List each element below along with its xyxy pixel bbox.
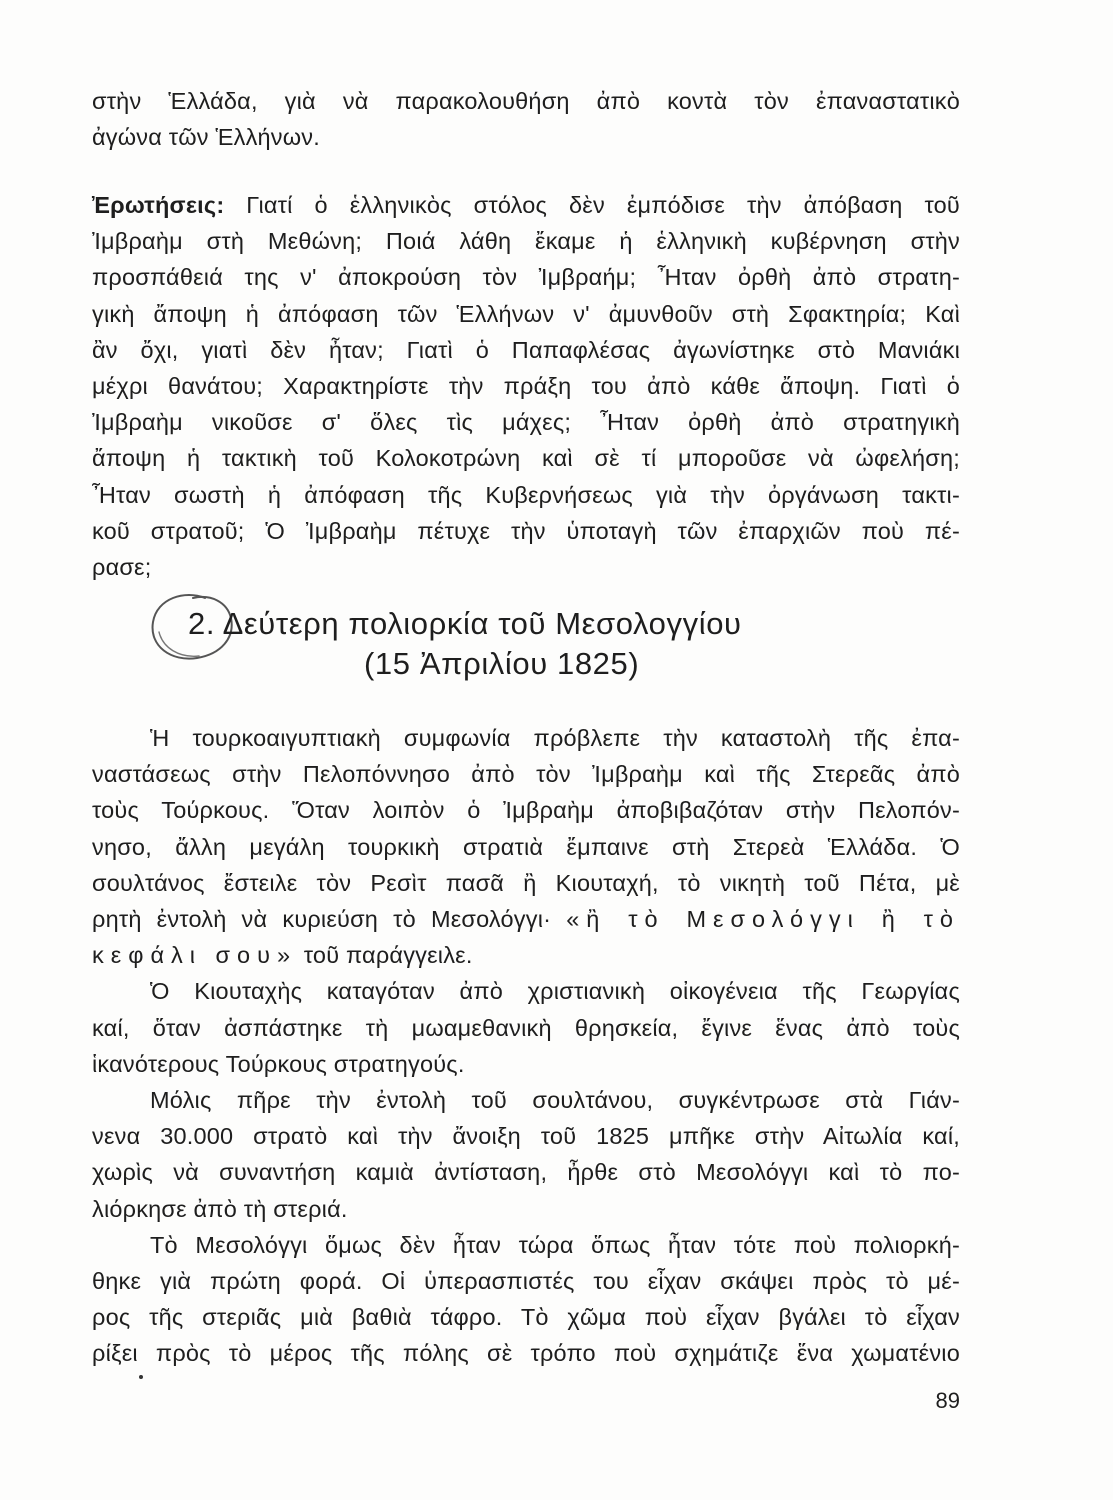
section-title: Δεύτερη πολιορκία τοῦ Μεσολογγίου	[222, 606, 742, 641]
questions-line: Ἰμβραὴμ νικοῦσε σ' ὅλες τὶς μάχες; Ἦταν ὀρθὴ ἀπὸ στρατηγικὴ	[92, 409, 960, 436]
body-line-quote-start	[92, 901, 960, 937]
body-line: νησο, ἄλλη μεγάλη τουρκικὴ στρατιὰ ἔμπαινε στὴ Στερεὰ Ἑλλάδα. Ὁ	[92, 833, 960, 860]
questions-line: γικὴ ἄποψη ἡ ἀπόφαση τῶν Ἑλλήνων ν' ἀμυνθοῦν στὴ Σφακτηρία; Καὶ	[92, 300, 960, 327]
questions-paragraph	[92, 187, 960, 585]
section-heading	[188, 604, 908, 684]
body-line: ἱκανότερους Τούρκους στρατηγούς.	[92, 1050, 465, 1077]
intro-paragraph	[92, 83, 960, 155]
intro-line-1: στὴν Ἑλλάδα, γιὰ νὰ παρακολουθήση ἀπὸ κοντὰ τὸν ἐπαναστατικὸ	[92, 88, 960, 114]
questions-line: Ἦταν σωστὴ ἡ ἀπόφαση τῆς Κυβερνήσεως γιὰ τὴν ὀργάνωση τακτι-	[92, 481, 960, 508]
quote-text: κεφάλι σου»	[92, 942, 298, 969]
section-heading-line-1	[188, 604, 908, 644]
body-line-text: ρητὴ ἐντολὴ νὰ κυριεύση τὸ Μεσολόγγι·	[92, 906, 567, 933]
body-line: σουλτάνος ἔστειλε τὸν Ρεσὶτ πασᾶ ἢ Κιουταχή, τὸ νικητὴ τοῦ Πέτα, μὲ	[92, 869, 960, 896]
questions-line-1	[92, 187, 960, 223]
questions-line: ἄποψη ἡ τακτικὴ τοῦ Κολοκοτρώνη καὶ σὲ τί μποροῦσε νὰ ὠφελήση;	[92, 445, 960, 472]
ink-dot-mark	[139, 1375, 143, 1379]
questions-line: ἂν ὄχι, γιατὶ δὲν ἦταν; Γιατὶ ὁ Παπαφλέσας ἀγωνίστηκε στὸ Μανιάκι	[92, 336, 960, 363]
body-line: Μόλις πῆρε τὴν ἐντολὴ τοῦ σουλτάνου, συγκέντρωσε στὰ Γιάν-	[150, 1087, 960, 1114]
section-date: (15 Ἀπριλίου 1825)	[364, 646, 640, 681]
body-text	[92, 720, 960, 1372]
body-line: λιόρκησε ἀπὸ τὴ στεριά.	[92, 1195, 348, 1222]
section-number: 2.	[188, 606, 216, 641]
questions-last-line: ρασε;	[92, 554, 152, 581]
body-line: χωρὶς νὰ συναντήση καμιὰ ἀντίσταση, ἦρθε στὸ Μεσολόγγι καὶ τὸ πο-	[92, 1159, 960, 1186]
intro-line-2: ἀγώνα τῶν Ἑλλήνων.	[92, 124, 320, 151]
body-line: τοὺς Τούρκους. Ὅταν λοιπὸν ὁ Ἰμβραὴμ ἀποβιβαζόταν στὴν Πελοπόν-	[92, 797, 960, 824]
body-line: καί, ὅταν ἀσπάστηκε τὴ μωαμεθανικὴ θρησκεία, ἔγινε ἕνας ἀπὸ τοὺς	[92, 1014, 960, 1041]
body-line-text: τοῦ παράγγειλε.	[297, 942, 473, 969]
questions-line: κοῦ στρατοῦ; Ὁ Ἰμβραὴμ πέτυχε τὴν ὑποταγὴ τῶν ἐπαρχιῶν ποὺ πέ-	[92, 517, 960, 544]
body-line: Ἡ τουρκοαιγυπτιακὴ συμφωνία πρόβλεπε τὴν καταστολὴ τῆς ἐπα-	[150, 725, 960, 751]
body-line: Τὸ Μεσολόγγι ὅμως δὲν ἦταν τώρα ὅπως ἦταν τότε ποὺ πολιορκή-	[150, 1231, 960, 1258]
questions-line: προσπάθειά της ν' ἀποκρούση τὸν Ἰμβραήμ; Ἦταν ὀρθὴ ἀπὸ στρατη-	[92, 264, 960, 291]
body-line: Ὁ Κιουταχὴς καταγόταν ἀπὸ χριστιανικὴ οἰκογένεια τῆς Γεωργίας	[150, 978, 960, 1005]
body-line: νενα 30.000 στρατὸ καὶ τὴν ἄνοιξη τοῦ 1825 μπῆκε στὴν Αἰτωλία καί,	[92, 1123, 960, 1150]
page-number: 89	[935, 1388, 960, 1413]
body-line: ρος τῆς στεριᾶς μιὰ βαθιὰ τάφρο. Τὸ χῶμα ποὺ εἶχαν βγάλει τὸ εἶχαν	[92, 1304, 960, 1331]
questions-line: Ἰμβραὴμ στὴ Μεθώνη; Ποιά λάθη ἔκαμε ἡ ἑλληνικὴ κυβέρνηση στὴν	[92, 228, 960, 255]
questions-label: Ἐρωτήσεις:	[92, 192, 225, 218]
body-line: ρίξει πρὸς τὸ μέρος τῆς πόλης σὲ τρόπο ποὺ σχημάτιζε ἕνα χωματένιο	[92, 1340, 960, 1367]
questions-line-1-text: Γιατί ὁ ἑλληνικὸς στόλος δὲν ἐμπόδισε τὴν ἀπόβαση τοῦ	[224, 192, 960, 218]
body-line-quote-end	[92, 937, 960, 973]
body-line: ναστάσεως στὴν Πελοπόννησο ἀπὸ τὸν Ἰμβραὴμ καὶ τῆς Στερεᾶς ἀπὸ	[92, 761, 960, 788]
questions-line: μέχρι θανάτου; Χαρακτηρίστε τὴν πράξη του ἀπὸ κάθε ἄποψη. Γιατὶ ὁ	[92, 373, 960, 400]
body-line: θηκε γιὰ πρώτη φορά. Οἱ ὑπερασπιστές του εἶχαν σκάψει πρὸς τὸ μέ-	[92, 1268, 960, 1295]
quote-text: «ἢ τὸ Μεσολόγγι ἢ τὸ	[566, 906, 960, 933]
